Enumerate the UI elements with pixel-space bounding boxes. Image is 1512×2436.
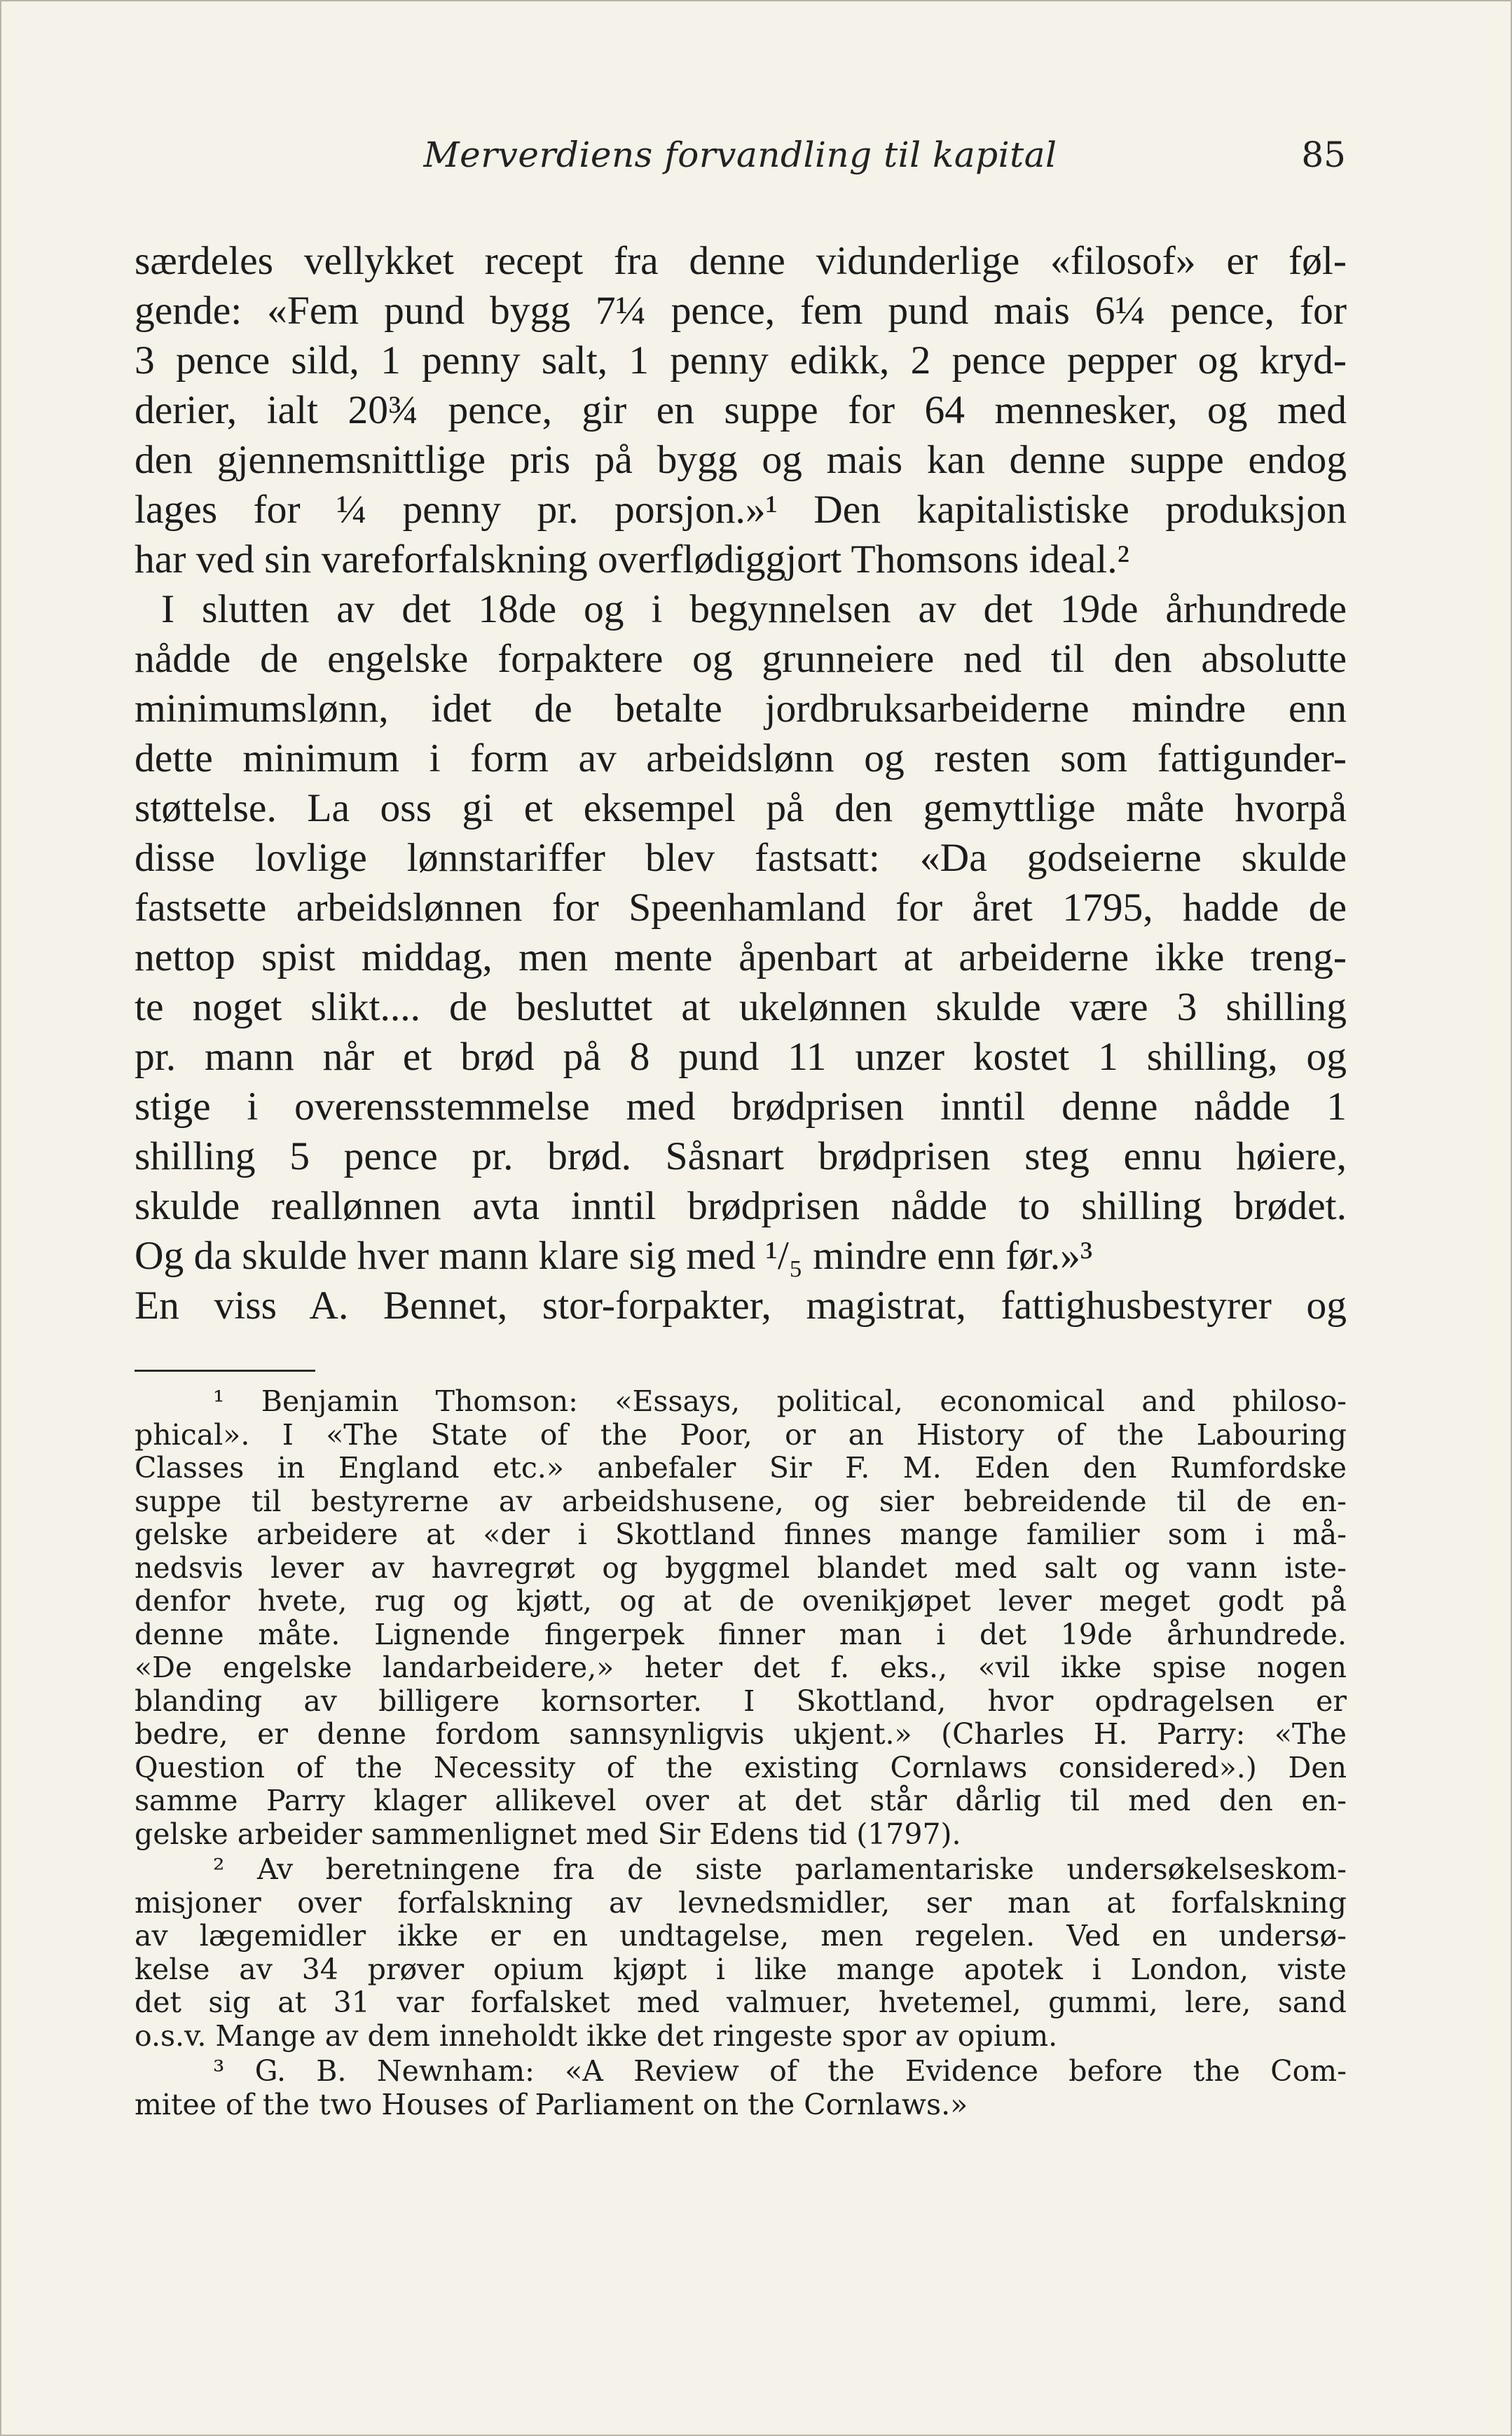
footnote-line: denfor hvete, rug og kjøtt, og at de ovenikjøpet lever meget godt på — [135, 1584, 1347, 1618]
body-line: 3 pence sild, 1 penny salt, 1 penny edikk, 2 pence pepper og kryd- — [135, 338, 1347, 383]
footnote-line: mitee of the two Houses of Parliament on the Cornlaws.» — [135, 2087, 968, 2121]
running-title: Merverdiens forvandling til kapital — [423, 135, 1057, 175]
footnote-line: nedsvis lever av havregrøt og byggmel blandet med salt og vann iste- — [135, 1550, 1347, 1585]
footnote-2 — [135, 1853, 1347, 2053]
footnote-line: phical». I «The State of the Poor, or an History of the Labouring — [135, 1417, 1347, 1452]
footnote-line: bedre, er denne fordom sannsynligvis ukjent.» (Charles H. Parry: «The — [135, 1717, 1347, 1751]
footnote-separator — [135, 1370, 315, 1372]
body-line: særdeles vellykket recept fra denne vidunderlige «filosof» er føl- — [135, 239, 1347, 283]
body-line: den gjennemsnittlige pris på bygg og mais kan denne suppe endog — [135, 438, 1347, 482]
footnote-line: Classes in England etc.» anbefaler Sir F. M. Eden den Rumfordske — [135, 1451, 1347, 1485]
page-header — [135, 135, 1346, 198]
footnote-line: suppe til bestyrerne av arbeidshusene, og sier bebreidende til de en- — [135, 1484, 1347, 1518]
footnote-line: blanding av billigere kornsorter. I Skottland, hvor opdragelsen er — [135, 1684, 1347, 1718]
footnote-line: ³ G. B. Newnham: «A Review of the Evidence before the Com- — [213, 2054, 1347, 2088]
footnote-line: misjoner over forfalskning av levnedsmidler, ser man at forfalskning — [135, 1885, 1347, 1920]
body-line: nådde de engelske forpaktere og grunneiere ned til den absolutte — [135, 637, 1347, 681]
footnote-3 — [135, 2055, 1347, 2121]
body-line: pr. mann når et brød på 8 pund 11 unzer kostet 1 shilling, og — [135, 1035, 1347, 1079]
footnote-line: samme Parry klager allikevel over at det står dårlig til med den en- — [135, 1784, 1347, 1817]
body-line: disse lovlige lønnstariffer blev fastsatt: «Da godseierne skulde — [135, 836, 1347, 880]
footnote-line: av lægemidler ikke er en undtagelse, men regelen. Ved en undersø- — [135, 1919, 1347, 1953]
body-line: skulde reallønnen avta inntil brødprisen nådde to shilling brødet. — [135, 1184, 1347, 1228]
footnote-line: «De engelske landarbeidere,» heter det f. eks., «vil ikke spise nogen — [135, 1651, 1347, 1684]
footnote-line: Question of the Necessity of the existing Cornlaws considered».) Den — [135, 1750, 1347, 1784]
body-line: nettop spist middag, men mente åpenbart at arbeiderne ikke treng- — [135, 935, 1347, 979]
footnote-line: ¹ Benjamin Thomson: «Essays, political, economical and philoso- — [213, 1384, 1347, 1418]
footnote-line: det sig at 31 var forfalsket med valmuer, hvetemel, gummi, lere, sand — [135, 1986, 1347, 2019]
body-line: fastsette arbeidslønnen for Speenhamland for året 1795, hadde de — [135, 886, 1347, 930]
body-text — [135, 236, 1347, 1330]
body-line: I slutten av det 18de og i begynnelsen av det 19de århundrede — [161, 587, 1347, 631]
body-line: gende: «Fem pund bygg 7¼ pence, fem pund mais 6¼ pence, for — [135, 289, 1347, 333]
body-line: stige i overensstemmelse med brødprisen inntil denne nådde 1 — [135, 1085, 1347, 1129]
body-line: har ved sin vareforfalskning overflødiggjort Thomsons ideal.² — [135, 537, 1129, 582]
footnote-line: gelske arbeider sammenlignet med Sir Edens tid (1797). — [135, 1817, 961, 1851]
page-number: 85 — [1301, 135, 1346, 175]
footnote-line: denne måte. Lignende fingerpek finner man i det 19de århundrede. — [135, 1617, 1347, 1651]
body-line: støttelse. La oss gi et eksempel på den gemyttlige måte hvorpå — [135, 786, 1347, 830]
body-line: Og da skulde hver mann klare sig med ¹/₅ mindre enn før.»³ — [135, 1234, 1093, 1278]
footnotes — [135, 1385, 1347, 2121]
footnote-1 — [135, 1385, 1347, 1851]
body-line: te noget slikt.... de besluttet at ukelønnen skulde være 3 shilling — [135, 985, 1347, 1029]
body-line: dette minimum i form av arbeidslønn og resten som fattigunder- — [135, 736, 1347, 780]
footnote-line: o.s.v. Mange av dem inneholdt ikke det ringeste spor av opium. — [135, 2018, 1058, 2053]
footnote-line: kelse av 34 prøver opium kjøpt i like mange apotek i London, viste — [135, 1952, 1347, 1986]
body-line: minimumslønn, idet de betalte jordbruksarbeiderne mindre enn — [135, 687, 1347, 731]
body-line: En viss A. Bennet, stor-forpakter, magistrat, fattighusbestyrer og — [135, 1284, 1347, 1328]
body-line: shilling 5 pence pr. brød. Såsnart brødprisen steg ennu høiere, — [135, 1134, 1347, 1178]
body-line: lages for ¼ penny pr. porsjon.»¹ Den kapitalistiske produksjon — [135, 488, 1347, 532]
footnote-line: gelske arbeidere at «der i Skottland finnes mange familier som i må- — [135, 1518, 1347, 1551]
body-line: derier, ialt 20¾ pence, gir en suppe for 64 mennesker, og med — [135, 388, 1347, 432]
footnote-line: ² Av beretningene fra de siste parlamentariske undersøkelseskom- — [213, 1852, 1347, 1886]
